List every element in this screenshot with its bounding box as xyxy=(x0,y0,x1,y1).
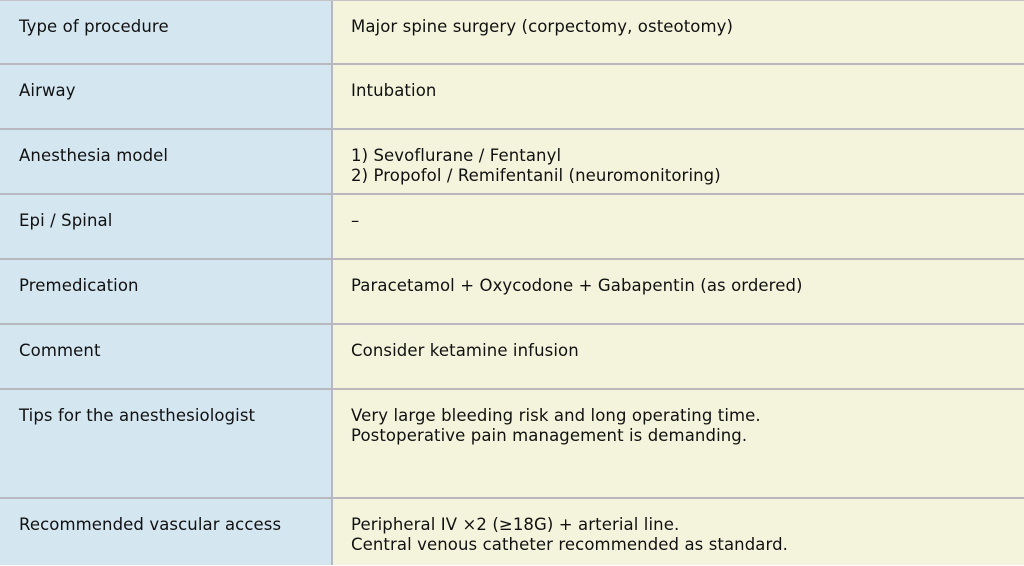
row-value-line: – xyxy=(351,211,360,230)
row-value-line: Intubation xyxy=(351,81,437,100)
row-value xyxy=(333,390,1024,497)
row-value-line: Postoperative pain management is demanding. xyxy=(351,425,748,445)
row-label: Tips for the anesthesiologist xyxy=(0,390,333,497)
table-row-anesthesia-model xyxy=(0,130,1024,195)
table-row-airway xyxy=(0,65,1024,130)
row-value-line: Peripheral IV ×2 (≥18G) + arterial line. xyxy=(351,515,680,534)
table-row-vascular-access xyxy=(0,499,1024,565)
row-label: Recommended vascular access xyxy=(0,499,333,565)
row-value-line: Paracetamol + Oxycodone + Gabapentin (as ordered) xyxy=(351,276,803,295)
row-value xyxy=(333,65,1024,128)
row-value-line: Major spine surgery (corpectomy, osteotomy) xyxy=(351,17,734,36)
table-row-type-of-procedure xyxy=(0,0,1024,65)
row-value xyxy=(333,499,1024,565)
table-row-tips xyxy=(0,390,1024,499)
row-value xyxy=(333,260,1024,323)
row-value-line: Consider ketamine infusion xyxy=(351,341,579,360)
table-row-epi-spinal xyxy=(0,195,1024,260)
row-label: Premedication xyxy=(0,260,333,323)
row-value xyxy=(333,1,1024,63)
row-value xyxy=(333,325,1024,388)
row-label: Epi / Spinal xyxy=(0,195,333,258)
table-row-premedication xyxy=(0,260,1024,325)
row-label: Comment xyxy=(0,325,333,388)
row-label: Type of procedure xyxy=(0,1,333,63)
row-value xyxy=(333,195,1024,258)
row-value-line: 1) Sevoflurane / Fentanyl xyxy=(351,146,562,165)
row-value-line: Central venous catheter recommended as standard. xyxy=(351,534,789,554)
row-label: Airway xyxy=(0,65,333,128)
row-value-line: Very large bleeding risk and long operating time. xyxy=(351,406,761,425)
row-value-line: 2) Propofol / Remifentanil (neuromonitoring) xyxy=(351,165,721,185)
row-label: Anesthesia model xyxy=(0,130,333,193)
table-row-comment xyxy=(0,325,1024,390)
row-value xyxy=(333,130,1024,193)
